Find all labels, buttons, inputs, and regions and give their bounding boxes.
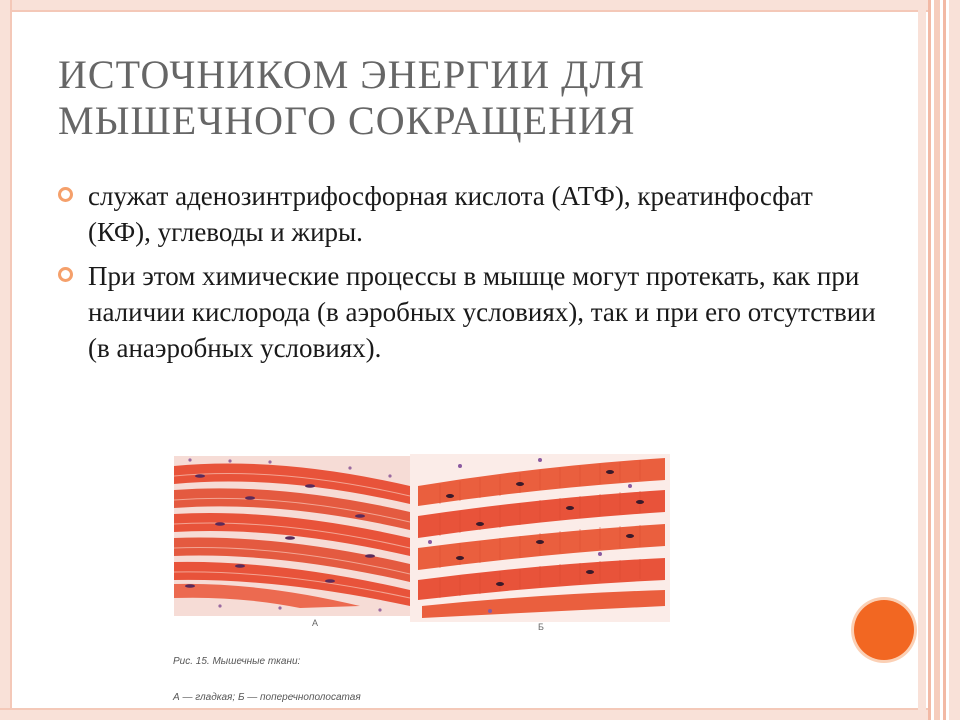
bullet-text: При этом химические процессы в мышце могут протекать, как при наличии кислорода (в аэробных условиях), так и при его отсутствии (в анаэробных условиях). (88, 261, 876, 363)
figure-caption (173, 632, 361, 716)
bullet-list (58, 178, 878, 374)
striated-muscle-panel (410, 454, 670, 622)
panel-a-label: А (312, 618, 319, 628)
bullet-item (58, 178, 878, 250)
bullet-text: служат аденозинтрифосфорная кислота (АТФ), креатинфосфат (КФ), углеводы и жиры. (88, 181, 813, 247)
caption-line-1: Рис. 15. Мышечные ткани: (173, 656, 301, 667)
panel-b-label: Б (538, 622, 544, 632)
caption-line-2: А — гладкая; Б — поперечнополосатая (173, 692, 361, 703)
title-line-1: ИСТОЧНИКОМ ЭНЕРГИИ ДЛЯ (58, 52, 646, 97)
slide-border-top (0, 0, 930, 12)
bullet-circle-icon (58, 267, 73, 282)
bullet-circle-icon (58, 187, 73, 202)
slide-border-left (0, 0, 12, 720)
slide-border-bottom (0, 708, 930, 720)
title-line-2: МЫШЕЧНОГО СОКРАЩЕНИЯ (58, 98, 636, 143)
slide-title (58, 52, 898, 144)
bullet-item (58, 258, 878, 366)
decorative-orange-circle (854, 600, 914, 660)
decorative-stripes (918, 0, 960, 720)
smooth-muscle-panel (174, 456, 410, 616)
